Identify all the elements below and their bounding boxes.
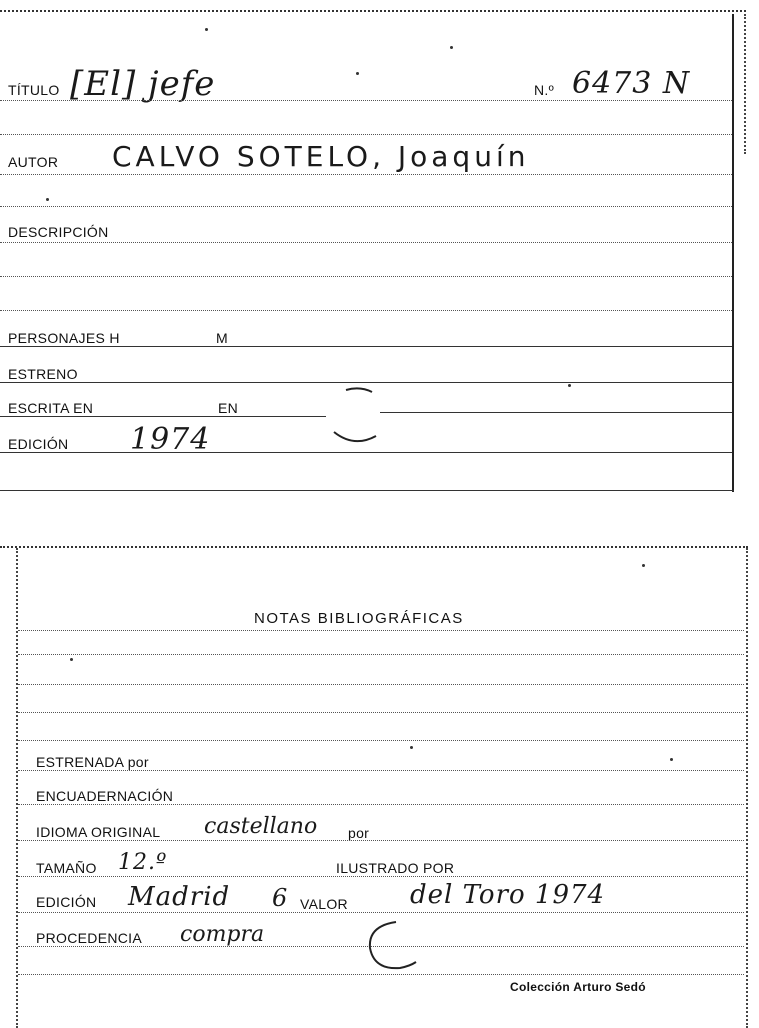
blank-rule-3 (0, 276, 732, 277)
heading-rule (18, 630, 744, 631)
descripcion-label: DESCRIPCIÓN (8, 224, 109, 240)
blank-rule-2 (0, 206, 732, 207)
notes-rule-1 (18, 654, 744, 655)
notes-rule-2 (18, 684, 744, 685)
procedencia-value: compra (180, 922, 265, 947)
idioma-value: castellano (204, 814, 318, 839)
catalog-card-front (0, 0, 746, 494)
autor-value: CALVO SOTELO, Joaquín (112, 140, 530, 173)
blank-rule-4 (0, 310, 732, 311)
speck (670, 758, 673, 761)
idioma-label: IDIOMA ORIGINAL (36, 824, 161, 840)
edicion-value: 1974 (130, 422, 211, 457)
tamano-rule (18, 876, 744, 877)
valor-value: del Toro 1974 (410, 880, 606, 910)
escrita-rule-right (380, 412, 732, 413)
personajes-label: PERSONAJES H (8, 330, 120, 346)
notas-heading: NOTAS BIBLIOGRÁFICAS (254, 610, 464, 627)
edicion-rule (0, 452, 732, 453)
card-right-edge (732, 14, 734, 492)
speck (450, 46, 453, 49)
card-right-outer-edge (744, 14, 746, 154)
card-top-edge (0, 10, 746, 12)
edicion-rule-2 (18, 912, 744, 913)
speck (70, 658, 73, 661)
idioma-rule (18, 840, 744, 841)
edicion-label-2: EDICIÓN (36, 894, 97, 910)
card-bottom-edge (0, 490, 734, 491)
titulo-label: TÍTULO (8, 82, 60, 98)
speck (46, 198, 49, 201)
encuadernacion-label: ENCUADERNACIÓN (36, 788, 174, 804)
edicion-place: Madrid (128, 882, 231, 912)
ilustrado-label: ILUSTRADO POR (336, 860, 455, 876)
edicion-number: 6 (272, 884, 289, 912)
procedencia-label: PROCEDENCIA (36, 930, 142, 946)
escrita-en-label: ESCRITA EN (8, 400, 94, 416)
estrenada-rule (18, 770, 744, 771)
collection-stamp: Colección Arturo Sedó (510, 980, 646, 994)
card-top-edge (0, 546, 748, 548)
notes-rule-4 (18, 740, 744, 741)
speck (642, 564, 645, 567)
estreno-label: ESTRENO (8, 366, 78, 382)
card-right-edge (746, 548, 748, 1028)
estrenada-label: ESTRENADA por (36, 754, 149, 770)
speck (568, 384, 571, 387)
titulo-rule (0, 100, 732, 101)
personajes-rule (0, 346, 732, 347)
autor-rule (0, 174, 732, 175)
punch-hole-mark (360, 918, 424, 978)
encuadernacion-rule (18, 804, 744, 805)
numero-value: 6473 N (572, 66, 691, 101)
catalog-card-back (0, 534, 746, 1028)
valor-label: VALOR (300, 896, 348, 912)
speck (205, 28, 208, 31)
estreno-rule (0, 382, 732, 383)
speck (410, 746, 413, 749)
descripcion-rule (0, 242, 732, 243)
edicion-label: EDICIÓN (8, 436, 69, 452)
notes-rule-3 (18, 712, 744, 713)
titulo-value: [El] jefe (70, 64, 216, 104)
collection-rule (18, 974, 744, 975)
card-left-edge (16, 548, 18, 1028)
escrita-rule-left (0, 416, 326, 417)
punch-hole-mark (326, 384, 386, 448)
personajes-m-label: M (216, 330, 228, 346)
blank-rule-1 (0, 134, 732, 135)
numero-label: N.º (534, 82, 555, 98)
tamano-label: TAMAÑO (36, 860, 97, 876)
por-label: por (348, 825, 370, 841)
speck (356, 72, 359, 75)
en-label: EN (218, 400, 239, 416)
tamano-value: 12.º (118, 850, 168, 875)
autor-label: AUTOR (8, 154, 59, 170)
